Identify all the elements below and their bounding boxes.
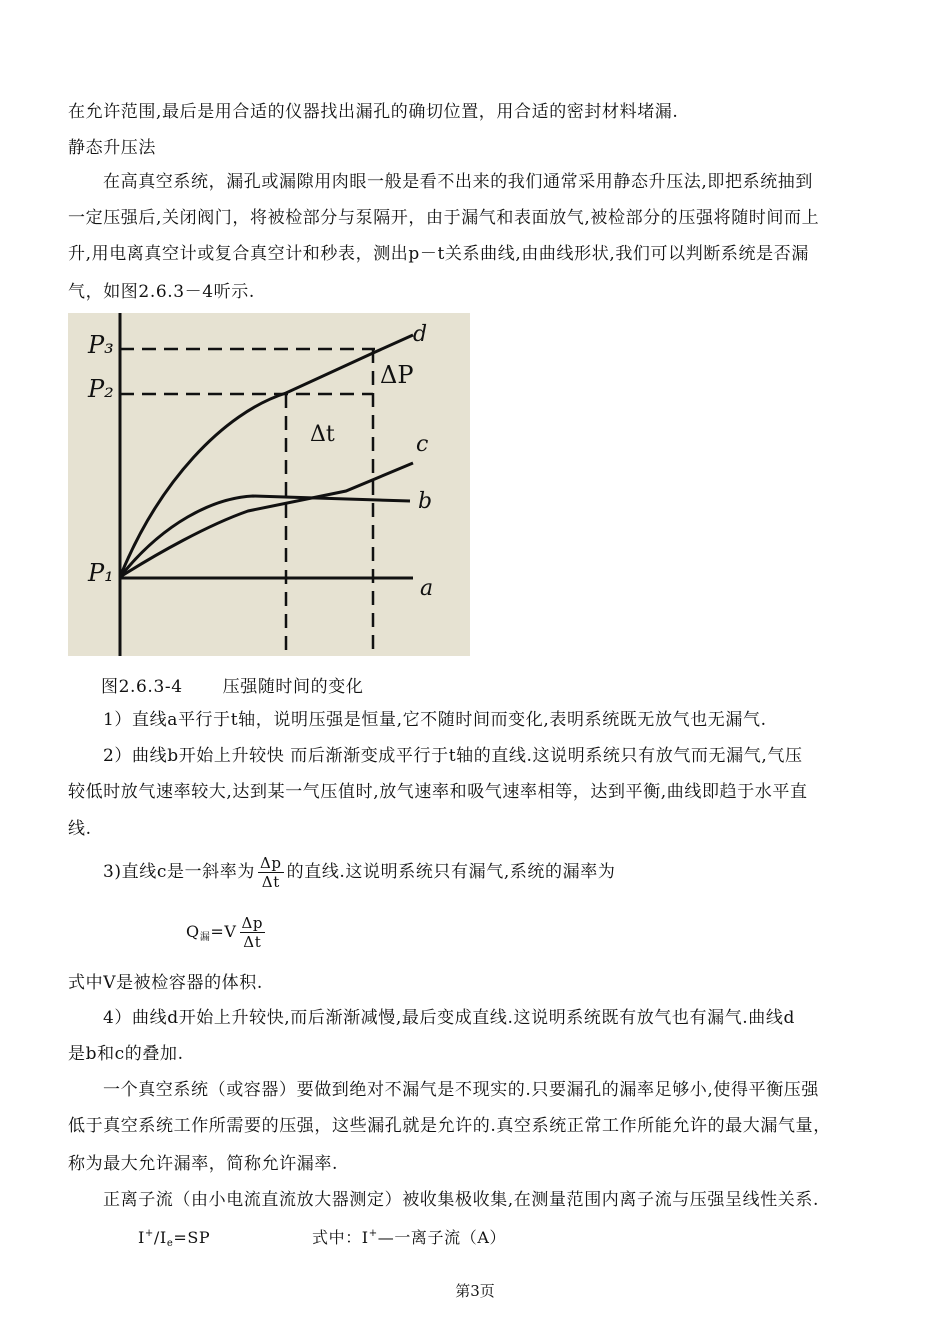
formula-subscript: 漏	[199, 932, 211, 943]
pressure-time-diagram	[68, 313, 470, 656]
list-item: 4）曲线d开始上升较快,而后渐渐减慢,最后变成直线.这说明系统既有放气也有漏气.曲线d	[103, 1008, 795, 1028]
label-p3: P₃	[88, 331, 114, 359]
formula-slash: /I	[153, 1228, 167, 1247]
explanation-post: —一离子流（A）	[377, 1228, 507, 1247]
paragraph-line: 一个真空系统（或容器）要做到绝对不漏气是不现实的.只要漏孔的漏率足够小,使得平衡压强	[103, 1080, 820, 1100]
label-delta-t: Δt	[310, 422, 335, 447]
list-item: 1）直线a平行于t轴，说明压强是恒量,它不随时间而变化,表明系统既无放气也无漏气.	[103, 710, 767, 730]
paragraph-line: 式中V是被检容器的体积.	[68, 973, 263, 993]
paragraph-line: 正离子流（由小电流直流放大器测定）被收集极收集,在测量范围内离子流与压强呈线性关系.	[103, 1190, 820, 1210]
fraction-denominator: Δt	[261, 873, 280, 891]
paragraph-line: 是b和c的叠加.	[68, 1044, 184, 1064]
caption-text: 压强随时间的变化	[222, 677, 364, 697]
explanation-pre: 式中：I	[312, 1228, 369, 1247]
pressure-time-figure	[68, 313, 470, 656]
paragraph-line: 一定压强后,关闭阀门，将被检部分与泵隔开，由于漏气和表面放气,被检部分的压强将随时间而上	[68, 208, 820, 228]
formula-q: Q	[186, 922, 200, 941]
label-b: b	[418, 489, 433, 514]
fraction-numerator: Δp	[241, 914, 264, 932]
section-heading: 静态升压法	[68, 138, 156, 158]
formula-i: I	[138, 1228, 145, 1247]
item3-text-end: 的直线.这说明系统只有漏气,系统的漏率为	[286, 862, 616, 882]
explanation-plus: +	[368, 1228, 378, 1239]
formula-e: e	[166, 1238, 174, 1249]
leak-rate-formula	[186, 912, 268, 958]
slope-fraction	[258, 854, 284, 891]
fraction-denominator: Δt	[243, 933, 262, 951]
formula-plus: +	[144, 1228, 154, 1239]
paragraph-line: 在允许范围,最后是用合适的仪器找出漏孔的确切位置，用合适的密封材料堵漏.	[68, 102, 679, 122]
fraction-numerator: Δp	[259, 854, 282, 872]
formula-fraction	[240, 914, 266, 951]
paragraph-line: 气，如图2.6.3－4听示.	[68, 282, 255, 302]
label-a: a	[420, 576, 434, 601]
formula-rest: =SP	[173, 1228, 211, 1247]
page-number: 第3页	[455, 1282, 495, 1300]
paragraph-line: 升,用电离真空计或复合真空计和秒表，测出p－t关系曲线,由曲线形状,我们可以判断系统是否漏	[68, 244, 809, 264]
line-c	[120, 463, 413, 577]
label-p2: P₂	[88, 375, 114, 403]
paragraph-line: 低于真空系统工作所需要的压强，这些漏孔就是允许的.真空系统正常工作所能允许的最大漏气量，	[68, 1116, 831, 1136]
paragraph-line: 较低时放气速率较大,达到某一气压值时,放气速率和吸气速率相等，达到平衡,曲线即趋于水平直	[68, 782, 808, 802]
label-d: d	[413, 322, 428, 347]
formula-equals: =V	[210, 922, 237, 941]
ion-current-formula	[138, 1222, 210, 1256]
formula-explanation	[312, 1222, 506, 1250]
paragraph-line: 线.	[68, 819, 92, 839]
label-delta-p: ΔP	[380, 361, 414, 389]
figure-caption	[101, 675, 363, 699]
list-item: 2）曲线b开始上升较快 而后渐渐变成平行于t轴的直线.这说明系统只有放气而无漏气,气压	[103, 746, 803, 766]
paragraph-line: 称为最大允许漏率，简称允许漏率.	[68, 1154, 339, 1174]
label-c: c	[416, 432, 429, 457]
label-p1: P₁	[88, 559, 114, 587]
curve-d	[120, 335, 413, 577]
item3-text-start: 3)直线c是一斜率为	[103, 862, 255, 882]
list-item	[103, 852, 615, 892]
paragraph-line: 在高真空系统，漏孔或漏隙用肉眼一般是看不出来的我们通常采用静态升压法,即把系统抽到	[103, 172, 814, 192]
caption-number: 图2.6.3-4	[101, 677, 183, 697]
